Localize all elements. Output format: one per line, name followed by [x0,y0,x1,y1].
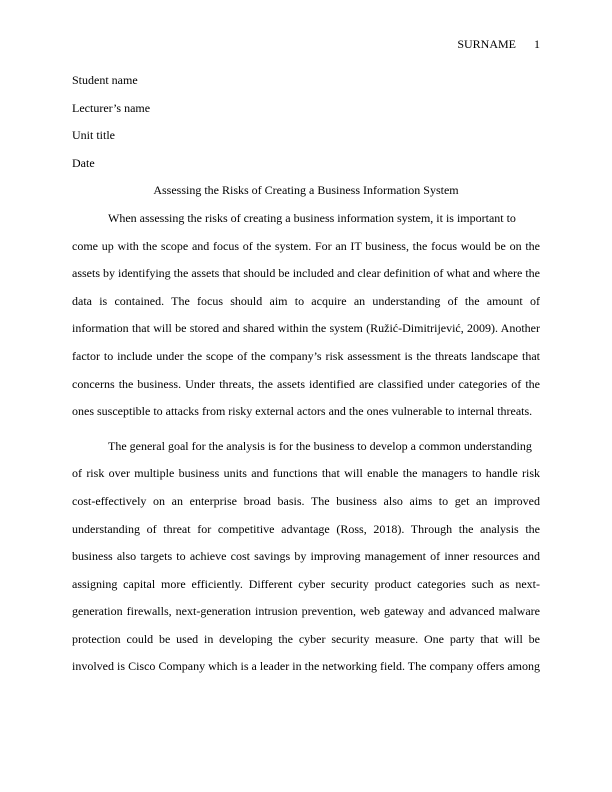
paragraph-line: come up with the scope and focus of the system. For an IT business, the focus would be on the [72,238,540,253]
document-body [72,67,540,681]
page-header [457,34,540,54]
paragraph-line: business also targets to achieve cost savings by improving management of inner resources and [72,549,540,564]
paragraph-line: ones susceptible to attacks from risky external actors and the ones vulnerable to internal threats. [72,404,533,419]
paragraph-1 [72,205,540,426]
paragraph-line: data is contained. The focus should aim to acquire an understanding of the amount of [72,293,540,308]
paragraph-spacer [72,426,540,433]
paragraph-line: generation firewalls, next-generation intrusion prevention, web gateway and advanced malware [72,604,540,619]
page-number: 1 [534,37,540,51]
paragraph-line: understanding of threat for competitive advantage (Ross, 2018). Through the analysis the [72,521,540,536]
paragraph-line: concerns the business. Under threats, the assets identified are classified under categories of the [72,376,540,391]
paragraph-line: protection could be used in developing the cyber security measure. One party that will be [72,631,540,646]
lecturer-name: Lecturer’s name [72,100,151,115]
paragraph-line: assets by identifying the assets that should be included and clear definition of what and where the [72,266,540,281]
paragraph-line: The general goal for the analysis is for the business to develop a common understanding [108,438,532,453]
paper-title: Assessing the Risks of Creating a Business Information System [153,183,459,198]
unit-title: Unit title [72,128,115,143]
paragraph-line: assigning capital more efficiently. Different cyber security product categories such as next- [72,576,540,591]
paragraph-line: factor to include under the scope of the company’s risk assessment is the threats landscape that [72,348,540,363]
paragraph-2 [72,433,540,681]
paragraph-line: of risk over multiple business units and functions that will enable the managers to handle risk [72,466,540,481]
paragraph-line: cost-effectively on an enterprise broad basis. The business also aims to get an improved [72,493,540,508]
paragraph-line: When assessing the risks of creating a business information system, it is important to [108,210,516,225]
date: Date [72,155,95,170]
running-head: SURNAME [457,37,516,51]
paragraph-line: involved is Cisco Company which is a leader in the networking field. The company offers among [72,659,540,674]
paragraph-line: information that will be stored and shared within the system (Ružić-Dimitrijević, 2009). Another [72,321,540,336]
student-name: Student name [72,73,138,87]
